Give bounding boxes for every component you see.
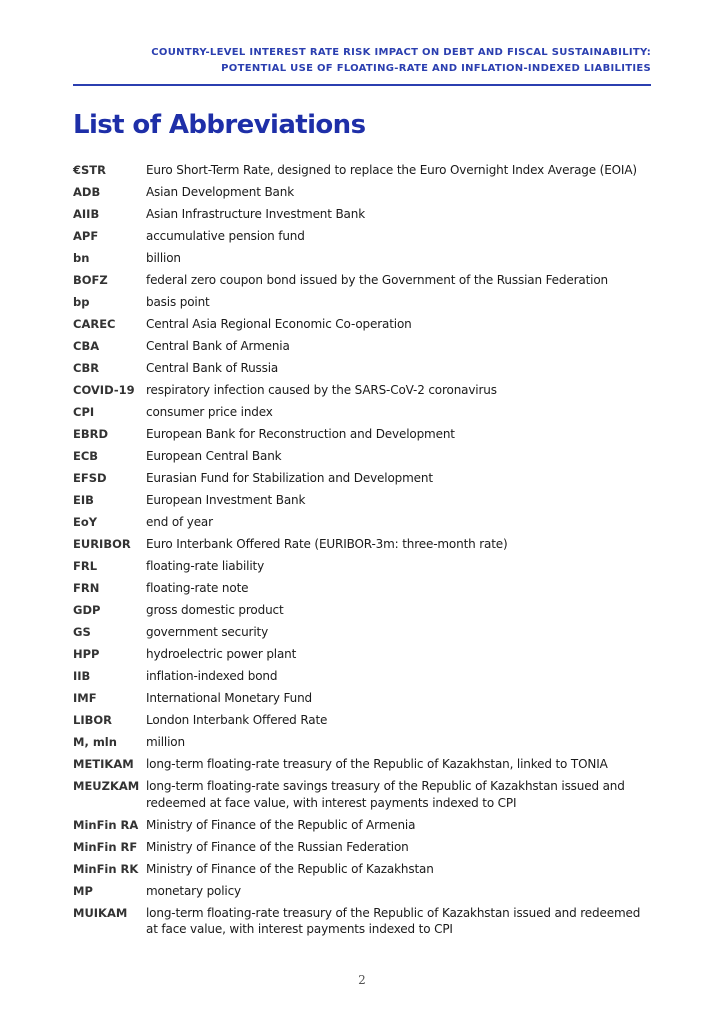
abbreviation-row [73, 756, 653, 773]
abbreviation-definition: accumulative pension fund [146, 229, 305, 243]
abbreviation-term: MP [73, 883, 93, 898]
abbreviation-row [73, 338, 653, 355]
abbreviation-term: MinFin RA [73, 817, 139, 832]
abbreviation-row [73, 817, 653, 834]
abbreviation-term: MinFin RF [73, 839, 138, 854]
abbreviation-term: MinFin RK [73, 861, 139, 876]
abbreviation-row [73, 228, 653, 245]
abbreviation-definition: floating-rate liability [146, 559, 265, 573]
abbreviation-term: bn [73, 251, 90, 265]
abbreviation-row [73, 448, 653, 465]
abbreviation-row [73, 162, 653, 179]
abbreviation-definition: Ministry of Finance of the Russian Federation [146, 839, 409, 854]
abbreviation-row [73, 861, 653, 878]
abbreviation-term: MEUZKAM [73, 779, 140, 793]
abbreviation-row [73, 712, 653, 729]
abbreviation-term: EURIBOR [73, 537, 131, 551]
abbreviation-definition: government security [146, 625, 269, 639]
abbreviation-term: bp [73, 295, 90, 309]
abbreviation-definition: Central Bank of Russia [146, 361, 279, 375]
abbreviation-definition: respiratory infection caused by the SARS-CoV-2 coronavirus [146, 383, 497, 397]
abbreviation-term: FRL [73, 559, 98, 573]
abbreviation-definition: International Monetary Fund [146, 691, 313, 705]
abbreviation-row [73, 602, 653, 619]
abbreviation-definition: end of year [146, 515, 213, 529]
abbreviation-row [73, 558, 653, 575]
abbreviation-row [73, 470, 653, 487]
abbreviation-row [73, 360, 653, 377]
abbreviation-term: HPP [73, 647, 100, 661]
abbreviation-term: LIBOR [73, 713, 113, 727]
abbreviation-row [73, 294, 653, 311]
running-header [151, 45, 651, 77]
abbreviation-definition: inflation-indexed bond [146, 669, 278, 683]
abbreviation-term: CBR [73, 361, 100, 375]
page-number: 2 [358, 973, 366, 987]
abbreviation-definition: floating-rate note [146, 581, 249, 595]
abbreviation-term: CAREC [73, 317, 116, 331]
abbreviation-definition: million [146, 735, 185, 749]
abbreviation-definition: hydroelectric power plant [146, 647, 297, 661]
abbreviation-row [73, 778, 653, 811]
abbreviation-term: €STR [73, 163, 106, 177]
abbreviation-row [73, 883, 653, 900]
abbreviation-term: IIB [73, 669, 91, 683]
abbreviation-definition: Asian Infrastructure Investment Bank [146, 207, 366, 221]
abbreviation-term: GS [73, 625, 91, 639]
abbreviation-term: IMF [73, 691, 97, 705]
abbreviation-definition: Eurasian Fund for Stabilization and Development [146, 471, 433, 485]
abbreviation-definition: Ministry of Finance of the Republic of Kazakhstan [146, 861, 434, 876]
abbreviation-definition: Asian Development Bank [146, 185, 295, 199]
abbreviation-definition: consumer price index [146, 405, 273, 419]
abbreviation-definition: federal zero coupon bond issued by the Government of the Russian Federation [146, 273, 608, 287]
abbreviation-definition: Ministry of Finance of the Republic of Armenia [146, 817, 416, 832]
abbreviation-term: ADB [73, 185, 101, 199]
abbreviation-row [73, 404, 653, 421]
abbreviation-definition: European Central Bank [146, 449, 282, 463]
abbreviation-row [73, 426, 653, 443]
abbreviation-row [73, 839, 653, 856]
abbreviation-list [73, 162, 653, 943]
abbreviation-term: EIB [73, 493, 94, 507]
abbreviation-row [73, 624, 653, 641]
abbreviation-term: CPI [73, 405, 95, 419]
abbreviation-term: BOFZ [73, 273, 108, 287]
abbreviation-term: FRN [73, 581, 100, 595]
page-title: List of Abbreviations [73, 110, 366, 140]
abbreviation-definition: London Interbank Offered Rate [146, 713, 328, 727]
running-header-line-2: POTENTIAL USE OF FLOATING-RATE AND INFLATION-INDEXED LIABILITIES [221, 63, 651, 74]
abbreviation-term: APF [73, 229, 99, 243]
abbreviation-definition: Central Bank of Armenia [146, 339, 290, 353]
abbreviation-term: COVID-19 [73, 383, 135, 397]
abbreviation-definition: European Bank for Reconstruction and Development [146, 427, 455, 441]
abbreviation-term: AIIB [73, 207, 100, 221]
abbreviation-row [73, 734, 653, 751]
abbreviation-term: MUIKAM [73, 905, 128, 920]
abbreviation-term: CBA [73, 339, 100, 353]
abbreviation-row [73, 514, 653, 531]
abbreviation-definition: basis point [146, 295, 210, 309]
abbreviation-row [73, 690, 653, 707]
abbreviation-row [73, 536, 653, 553]
abbreviation-term: M, mln [73, 735, 117, 749]
abbreviation-term: METIKAM [73, 757, 134, 771]
abbreviation-term: EBRD [73, 427, 109, 441]
abbreviation-row [73, 905, 653, 938]
abbreviation-definition: gross domestic product [146, 603, 284, 617]
abbreviation-definition: long-term floating-rate treasury of the Republic of Kazakhstan, linked to TONIA [146, 757, 608, 771]
abbreviation-row [73, 580, 653, 597]
abbreviation-definition: long-term floating-rate treasury of the Republic of Kazakhstan issued and redeemed at face value, with interest payments indexed to CPI [146, 905, 641, 936]
abbreviation-definition: Euro Interbank Offered Rate (EURIBOR-3m: three-month rate) [146, 537, 508, 551]
abbreviation-term: GDP [73, 603, 101, 617]
running-header-line-1: COUNTRY-LEVEL INTEREST RATE RISK IMPACT ON DEBT AND FISCAL SUSTAINABILITY: [151, 47, 651, 58]
abbreviation-definition: long-term floating-rate savings treasury of the Republic of Kazakhstan issued and redeemed at face value, with interest payments indexed to CPI [146, 779, 625, 810]
abbreviation-term: EFSD [73, 471, 107, 485]
abbreviation-row [73, 206, 653, 223]
abbreviation-row [73, 250, 653, 267]
abbreviation-definition: Euro Short-Term Rate, designed to replace the Euro Overnight Index Average (EOIA) [146, 163, 637, 177]
abbreviation-definition: billion [146, 251, 181, 265]
abbreviation-row [73, 272, 653, 289]
abbreviation-definition: European Investment Bank [146, 493, 306, 507]
abbreviation-row [73, 492, 653, 509]
abbreviation-row [73, 316, 653, 333]
header-divider [73, 84, 651, 86]
abbreviation-row [73, 382, 653, 399]
abbreviation-term: EoY [73, 515, 98, 529]
abbreviation-row [73, 668, 653, 685]
abbreviation-row [73, 184, 653, 201]
abbreviation-term: ECB [73, 449, 99, 463]
abbreviation-definition: Central Asia Regional Economic Co-operation [146, 317, 412, 331]
abbreviation-definition: monetary policy [146, 883, 242, 898]
abbreviation-row [73, 646, 653, 663]
